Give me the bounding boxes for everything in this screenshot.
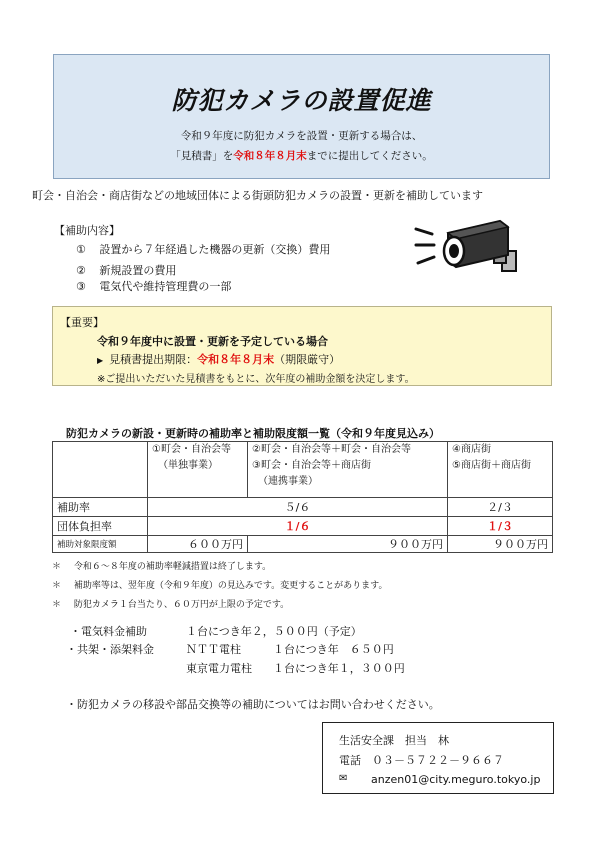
table-header-row xyxy=(53,442,553,498)
intro-text: 町会・自治会・商店街などの地域団体による街頭防犯カメラの設置・更新を補助しています xyxy=(32,189,483,202)
row-label: 団体負担率 xyxy=(53,517,148,536)
header-subtitle-line2 xyxy=(54,148,549,163)
notice-deadline-highlight: 令和８年８月末 xyxy=(197,353,275,366)
col1-line1: ①町会・自治会等 xyxy=(152,444,231,455)
triangle-bullet-icon: ▶ xyxy=(97,356,104,365)
electric-fee-label: ・電気料金補助 xyxy=(70,625,147,638)
subsidy-rate-a: ５/６ xyxy=(148,498,448,517)
footnote-text: 補助率等は、翌年度（令和９年度）の見込みです。変更することがあります。 xyxy=(73,581,388,591)
col3-line2: ⑤商店街＋商店街 xyxy=(452,460,531,471)
page-title: 防犯カメラの設置促進 xyxy=(171,86,432,115)
table-row xyxy=(53,498,553,517)
footnote xyxy=(52,597,289,610)
notice-line2-suffix: （期限厳守） xyxy=(274,353,341,366)
subsidy-rate-table xyxy=(52,441,553,553)
subsidy-item-text: 設置から７年経過した機器の更新（交換）費用 xyxy=(99,243,331,256)
contact-dept: 生活安全課 担当 林 xyxy=(339,734,449,747)
table-header-col3 xyxy=(448,442,553,498)
pole-fee-label: ・共架・添架料金 xyxy=(66,643,154,656)
ntt-label: ＮＴＴ電柱 xyxy=(186,643,241,656)
footnote-text: 防犯カメラ１台当たり、６０万円が上限の予定です。 xyxy=(73,600,290,610)
table-row xyxy=(53,517,553,536)
burden-rate-b: １/３ xyxy=(448,517,553,536)
important-notice-box xyxy=(52,306,552,386)
notice-line2-prefix: 見積書提出期限： xyxy=(109,353,198,366)
col2-line1: ②町会・自治会等＋町会・自治会等 xyxy=(252,444,411,455)
col2-line2: ③町会・自治会等＋商店街 xyxy=(252,460,371,471)
subtitle-suffix: までに提出してください。 xyxy=(306,150,433,162)
col2-line3: （連携事業） xyxy=(258,476,318,487)
subsidy-item-num: ① xyxy=(76,243,86,256)
table-header-empty xyxy=(53,442,148,498)
subsidy-item-text: 新規設置の費用 xyxy=(99,264,177,277)
table-title: 防犯カメラの新設・更新時の補助率と補助限度額一覧（令和９年度見込み） xyxy=(66,427,440,440)
notice-label: 【重要】 xyxy=(60,316,104,329)
footnote xyxy=(52,559,271,572)
limit-amount-b: ９００万円 xyxy=(248,536,448,553)
tepco-value: １台につき年１，３００円 xyxy=(273,662,405,675)
header-box xyxy=(53,54,550,179)
contact-box xyxy=(322,722,554,794)
mail-icon: ✉ xyxy=(339,773,348,784)
notice-line2 xyxy=(97,351,340,367)
footnote-mark: ＊ xyxy=(52,562,62,572)
limit-amount-c: ９００万円 xyxy=(448,536,553,553)
table-row xyxy=(53,536,553,553)
footnote-mark: ＊ xyxy=(52,581,62,591)
electric-fee-value: １台につき年２，５００円（予定） xyxy=(186,625,362,638)
header-subtitle-line1: 令和９年度に防犯カメラを設置・更新する場合は、 xyxy=(180,130,423,142)
ntt-value: １台につき年 ６５０円 xyxy=(273,643,394,656)
deadline-highlight: 令和８年８月末 xyxy=(233,150,307,162)
contact-phone: 電話 ０３－５７２２－９６６７ xyxy=(339,754,504,767)
notice-line3: ※ご提出いただいた見積書をもとに、次年度の補助金額を決定します。 xyxy=(97,374,415,385)
subsidy-item-text: 電気代や維持管理費の一部 xyxy=(99,280,232,293)
subsidy-item-3 xyxy=(76,278,231,294)
subtitle-prefix: 「見積書」を xyxy=(170,150,234,162)
footnote-mark: ＊ xyxy=(52,600,62,610)
subsidy-item-num: ② xyxy=(76,264,86,277)
subsidy-item-1 xyxy=(76,241,330,257)
subsidy-item-2 xyxy=(76,262,176,278)
limit-amount-a: ６００万円 xyxy=(148,536,248,553)
burden-rate-a: １/６ xyxy=(148,517,448,536)
row-label: 補助率 xyxy=(53,498,148,517)
tepco-label: 東京電力電柱 xyxy=(186,662,252,675)
security-camera-icon xyxy=(412,215,524,285)
row-label: 補助対象限度額 xyxy=(53,536,148,553)
footnote-text: 令和６～８年度の補助率軽減措置は終了します。 xyxy=(73,562,272,572)
col3-line1: ④商店街 xyxy=(452,444,491,455)
table-header-col1 xyxy=(148,442,248,498)
inquiry-text: ・防犯カメラの移設や部品交換等の補助についてはお問い合わせください。 xyxy=(66,698,440,711)
contact-email[interactable]: anzen01@city.meguro.tokyo.jp xyxy=(371,773,541,786)
footnote xyxy=(52,578,387,591)
subsidy-rate-b: ２/３ xyxy=(448,498,553,517)
table-header-col2 xyxy=(248,442,448,498)
col1-line2: （単独事業） xyxy=(158,460,218,471)
subsidy-label: 【補助内容】 xyxy=(54,224,120,237)
subsidy-item-num: ③ xyxy=(76,280,86,293)
notice-line1: 令和９年度中に設置・更新を予定している場合 xyxy=(97,335,328,348)
